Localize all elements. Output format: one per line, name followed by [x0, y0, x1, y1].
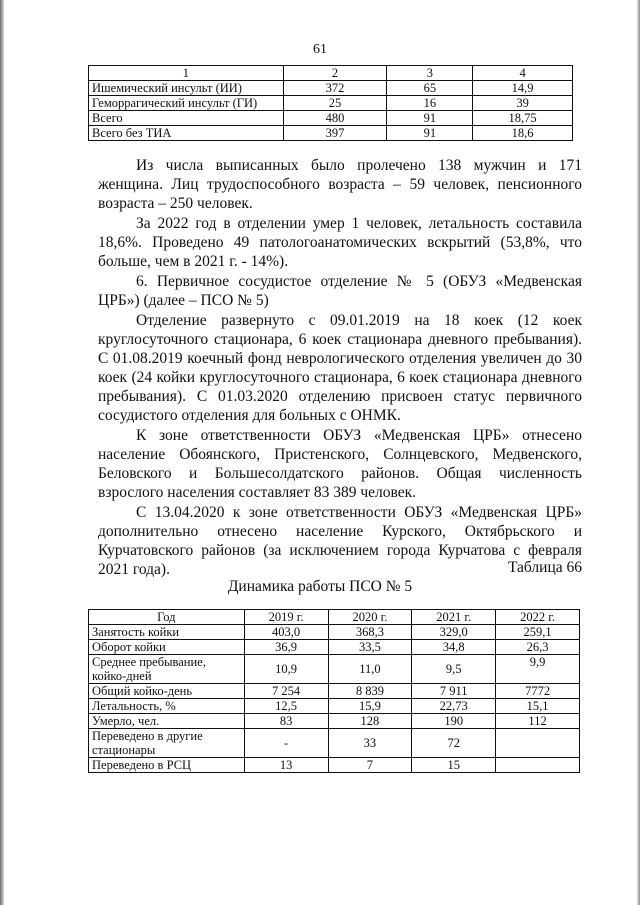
table-cell: 128: [328, 714, 412, 729]
table-row: [89, 684, 580, 699]
table-cell: 14,9: [473, 81, 573, 96]
table-row: [89, 625, 580, 640]
table-cell: 15: [412, 758, 496, 773]
table-cell: 397: [283, 126, 387, 141]
table-cell: 39: [473, 96, 573, 111]
table-cell: 112: [496, 714, 580, 729]
table-row: [89, 111, 573, 126]
table-cell: 368,3: [328, 625, 412, 640]
table-row: [89, 655, 580, 684]
table-cell: 65: [387, 81, 473, 96]
stroke-table: [88, 65, 573, 141]
table-cell: 9,9: [496, 655, 580, 684]
row-label: Всего: [89, 111, 284, 126]
table-cell: 7772: [496, 684, 580, 699]
table-cell: -: [244, 729, 328, 758]
table-cell: 10,9: [244, 655, 328, 684]
table-header-cell: 1: [89, 66, 284, 81]
table-cell: 8 839: [328, 684, 412, 699]
table-number: Таблица 66: [507, 559, 582, 576]
table-header-cell: Год: [89, 610, 245, 625]
table-cell: 26,3: [496, 640, 580, 655]
paragraph: С 13.04.2020 к зоне ответственности ОБУЗ «Медвенская ЦРБ» дополнительно отнесено население Курского, Октябрьского и Курчатовского районов (за исключением города Курчатова с февраля 2021 года).: [98, 504, 582, 578]
row-label: Геморрагический инсульт (ГИ): [89, 96, 284, 111]
table-cell: 15,9: [328, 699, 412, 714]
table-header-cell: 2: [283, 66, 387, 81]
table-cell: [496, 758, 580, 773]
section-heading: 6. Первичное сосудистое отделение № 5 (ОБУЗ «Медвенская ЦРБ») (далее – ПСО № 5): [98, 273, 582, 309]
row-label: Оборот койки: [89, 640, 245, 655]
row-label: Летальность, %: [89, 699, 245, 714]
table-cell: 9,5: [412, 655, 496, 684]
table-cell: 18,6: [473, 126, 573, 141]
row-label: Занятость койки: [89, 625, 245, 640]
table-header-cell: 3: [387, 66, 473, 81]
table-row: [89, 714, 580, 729]
body-text: [98, 156, 582, 579]
table-row: [89, 126, 573, 141]
table-cell: 15,1: [496, 699, 580, 714]
table-row: [89, 96, 573, 111]
table-cell: 190: [412, 714, 496, 729]
table-cell: 72: [412, 729, 496, 758]
row-label: Переведено в РСЦ: [89, 758, 245, 773]
table-header-row: [89, 610, 580, 625]
table-cell: 22,73: [412, 699, 496, 714]
page-number: 61: [313, 42, 327, 57]
pso5-dynamics-table: [88, 609, 580, 773]
table-cell: 25: [283, 96, 387, 111]
table-row: [89, 699, 580, 714]
table-cell: 83: [244, 714, 328, 729]
table-header-row: [89, 66, 573, 81]
row-label: Общий койко-день: [89, 684, 245, 699]
row-label: Всего без ТИА: [89, 126, 284, 141]
table-cell: 329,0: [412, 625, 496, 640]
table-cell: [496, 729, 580, 758]
table-cell: 33,5: [328, 640, 412, 655]
table-row: [89, 729, 580, 758]
table-header-cell: 2022 г.: [496, 610, 580, 625]
row-label: Ишемический инсульт (ИИ): [89, 81, 284, 96]
table-row: [89, 81, 573, 96]
table-cell: 18,75: [473, 111, 573, 126]
table-row: [89, 758, 580, 773]
table-cell: 33: [328, 729, 412, 758]
paragraph: Отделение развернуто с 09.01.2019 на 18 коек (12 коек круглосуточного стационара, 6 коек стационара дневного пребывания). С 01.08.2019 коечный фонд неврологического отделения увеличен до 30 коек (24 койки круглосуточного стационара, 6 коек стационара дневного пребывания). С 01.03.2020 отделению присвоен статус первичного сосудистого отделения для больных с ОНМК.: [98, 312, 582, 424]
table-cell: 403,0: [244, 625, 328, 640]
paragraph: К зоне ответственности ОБУЗ «Медвенская ЦРБ» отнесено население Обоянского, Пристенского, Солнцевского, Медвенского, Беловского и Большесолдатского районов. Общая численность взрослого населения составляет 83 389 человек.: [98, 427, 582, 501]
paragraph: За 2022 год в отделении умер 1 человек, летальность составила 18,6%. Проведено 49 патологоанатомических вскрытий (53,8%, что больше, чем в 2021 г. - 14%).: [98, 215, 582, 270]
table-cell: 16: [387, 96, 473, 111]
row-label: Умерло, чел.: [89, 714, 245, 729]
table-cell: 259,1: [496, 625, 580, 640]
table-cell: 480: [283, 111, 387, 126]
table-header-cell: 2019 г.: [244, 610, 328, 625]
table-title: Динамика работы ПСО № 5: [227, 578, 413, 595]
table-cell: 34,8: [412, 640, 496, 655]
table-cell: 91: [387, 111, 473, 126]
table-row: [89, 640, 580, 655]
table-cell: 11,0: [328, 655, 412, 684]
table-cell: 7 254: [244, 684, 328, 699]
table-cell: 12,5: [244, 699, 328, 714]
table-cell: 13: [244, 758, 328, 773]
table-header-cell: 2021 г.: [412, 610, 496, 625]
table-cell: 91: [387, 126, 473, 141]
scan-edge-left: [0, 0, 4, 905]
table-cell: 7: [328, 758, 412, 773]
row-label: Среднее пребывание, койко-дней: [89, 655, 245, 684]
paragraph: Из числа выписанных было пролечено 138 мужчин и 171 женщина. Лиц трудоспособного возраста – 59 человек, пенсионного возраста – 250 человек.: [98, 157, 582, 212]
table-cell: 7 911: [412, 684, 496, 699]
table-cell: 36,9: [244, 640, 328, 655]
table-cell: 372: [283, 81, 387, 96]
row-label: Переведено в другие стационары: [89, 729, 245, 758]
table-header-cell: 4: [473, 66, 573, 81]
table-header-cell: 2020 г.: [328, 610, 412, 625]
